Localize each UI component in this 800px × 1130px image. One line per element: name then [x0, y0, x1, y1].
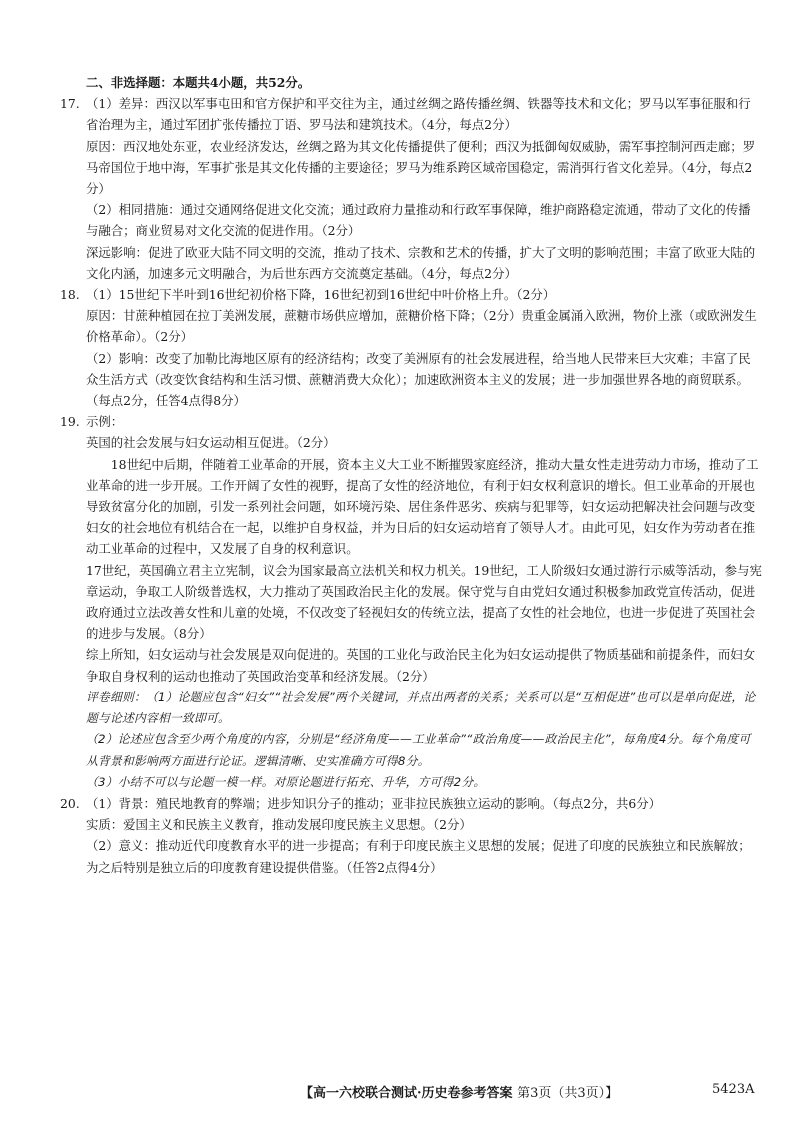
answer-line: （2）意义：推动近代印度教育水平的进一步提高；有利于印度民族主义思想的发展；促进了印度的民族独立和民族解放；为之后特别是独立后的印度教育建设提供借鉴。（任答2点得4分） — [86, 838, 751, 875]
answer-line: 深远影响：促进了欧亚大陆不同文明的交流，推动了技术、宗教和艺术的传播，扩大了文明的影响范围；丰富了欧亚大陆的文化内涵，加速多元文明融合，为后世东西方交流奠定基础。（4分，每点2分） — [86, 244, 756, 281]
answer-line: 原因：甘蔗种植园在拉丁美洲发展，蔗糖市场供应增加，蔗糖价格下降；（2分）贵重金属涌入欧洲，物价上涨（或欧洲发生价格革命）。（2分） — [86, 308, 757, 345]
rubric-line: （3）小结不可以与论题一模一样。对原论题进行拓充、升华，方可得2分。 — [86, 774, 486, 789]
question-number: 19. — [60, 414, 80, 430]
question-18 — [60, 284, 762, 411]
question-19 — [60, 411, 762, 793]
question-body — [86, 284, 762, 411]
answer-line: （2）影响：改变了加勒比海地区原有的经济结构；改变了美洲原有的社会发展进程，给当地人民带来巨大灾难；丰富了民众生活方式（改变饮食结构和生活习惯、蔗糖消费大众化）；加速欧洲资本主义的发展；进一步加强世界各地的商贸联系。（每点2分，任答4点得8分） — [86, 350, 751, 409]
question-20 — [60, 793, 762, 878]
question-17 — [60, 93, 762, 284]
question-number: 18. — [60, 287, 80, 303]
answer-line: （1）15世纪下半叶到16世纪初价格下降，16世纪初到16世纪中叶价格上升。（2分） — [86, 287, 556, 303]
answer-line: （1）背景：殖民地教育的弊端；进步知识分子的推动；亚非拉民族独立运动的影响。（每点2分，共6分） — [86, 795, 662, 811]
essay-paragraph: 17世纪，英国确立君主立宪制，议会为国家最高立法机关和权力机关。19世纪，工人阶级妇女通过游行示威等活动，参与宪章运动，争取工人阶级普选权，大力推动了英国政治民主化的发展。保守党与自由党妇女通过积极参加政党宣传活动，促进政府通过立法改善女性和儿童的处境，不仅改变了轻视妇女的传统立法，提高了女性的社会地位，也进一步促进了英国社会的进步与发展。（8分） — [86, 562, 762, 642]
question-body — [86, 793, 762, 878]
answer-line: 原因：西汉地处东亚，农业经济发达，丝绸之路为其文化传播提供了便利；西汉为抵御匈奴威胁，需军事控制河西走廊；罗马帝国位于地中海，军事扩张是其文化传播的主要途径；罗马为维系跨区域帝国稳定，需消弭行省文化差异。（4分，每点2分） — [86, 138, 756, 197]
answer-line: （2）相同措施：通过交通网络促进文化交流；通过政府力量推动和行政军事保障，维护商路稳定流通，带动了文化的传播与融合；商业贸易对文化交流的促进作用。（2分） — [86, 202, 751, 239]
answer-line: （1）差异：西汉以军事屯田和官方保护和平交往为主，通过丝绸之路传播丝绸、铁器等技术和文化；罗马以军事征服和行省治理为主，通过军团扩张传播拉丁语、罗马法和建筑技术。（4分，每点2分） — [86, 96, 751, 133]
footer-page-number: 第3页（共3页）】 — [517, 1086, 619, 1101]
question-body — [86, 93, 762, 284]
essay-paragraph: 18世纪中后期，伴随着工业革命的开展，资本主义大工业不断摧毁家庭经济，推动大量女性走进劳动力市场，推动了工业革命的进一步开展。工作开阔了女性的视野，提高了女性的经济地位，有利于妇女权利意识的增长。但工业革命的开展也导致贫富分化的加剧，引发一系列社会问题，如环境污染、居住条件恶劣、疾病与犯罪等，妇女运动把解决社会问题与改变妇女的社会地位有机结合在一起，以维护自身权益，并为日后的妇女运动培育了领导人才。由此可见，妇女作为劳动者在推动工业革命的过程中，又发展了自身的权利意识。 — [86, 456, 759, 557]
footer-title: 【高一六校联合测试·历史卷参考答案 — [300, 1086, 513, 1101]
question-number: 17. — [60, 96, 80, 112]
answer-content — [60, 72, 762, 878]
thesis-line: 英国的社会发展与妇女运动相互促进。（2分） — [86, 435, 336, 451]
page-footer — [300, 1082, 618, 1101]
question-body — [86, 411, 762, 793]
example-label: 示例： — [86, 414, 124, 430]
rubric-line: （2）论述应包含至少两个角度的内容，分别是“经济角度——工业革命”“政治角度——政治民主化”，每角度4分。每个角度可从背景和影响两方面进行论证。逻辑清晰、史实准确方可得8分。 — [86, 732, 751, 768]
paper-code: 5423A — [712, 1082, 755, 1097]
answer-line: 实质：爱国主义和民族主义教育，推动发展印度民族主义思想。（2分） — [86, 817, 472, 833]
question-number: 20. — [60, 795, 80, 811]
essay-paragraph: 综上所知，妇女运动与社会发展是双向促进的。英国的工业化与政治民主化为妇女运动提供了物质基础和前提条件，而妇女争取自身权利的运动也推动了英国政治变革和经济发展。（2分） — [86, 647, 756, 684]
section-title: 二、非选择题：本题共4小题，共52分。 — [86, 75, 311, 90]
rubric-line: 评卷细则：（1）论题应包含“妇女”“社会发展”两个关键词，并点出两者的关系；关系可以是“互相促进”也可以是单向促进，论题与论述内容相一致即可。 — [86, 689, 756, 726]
